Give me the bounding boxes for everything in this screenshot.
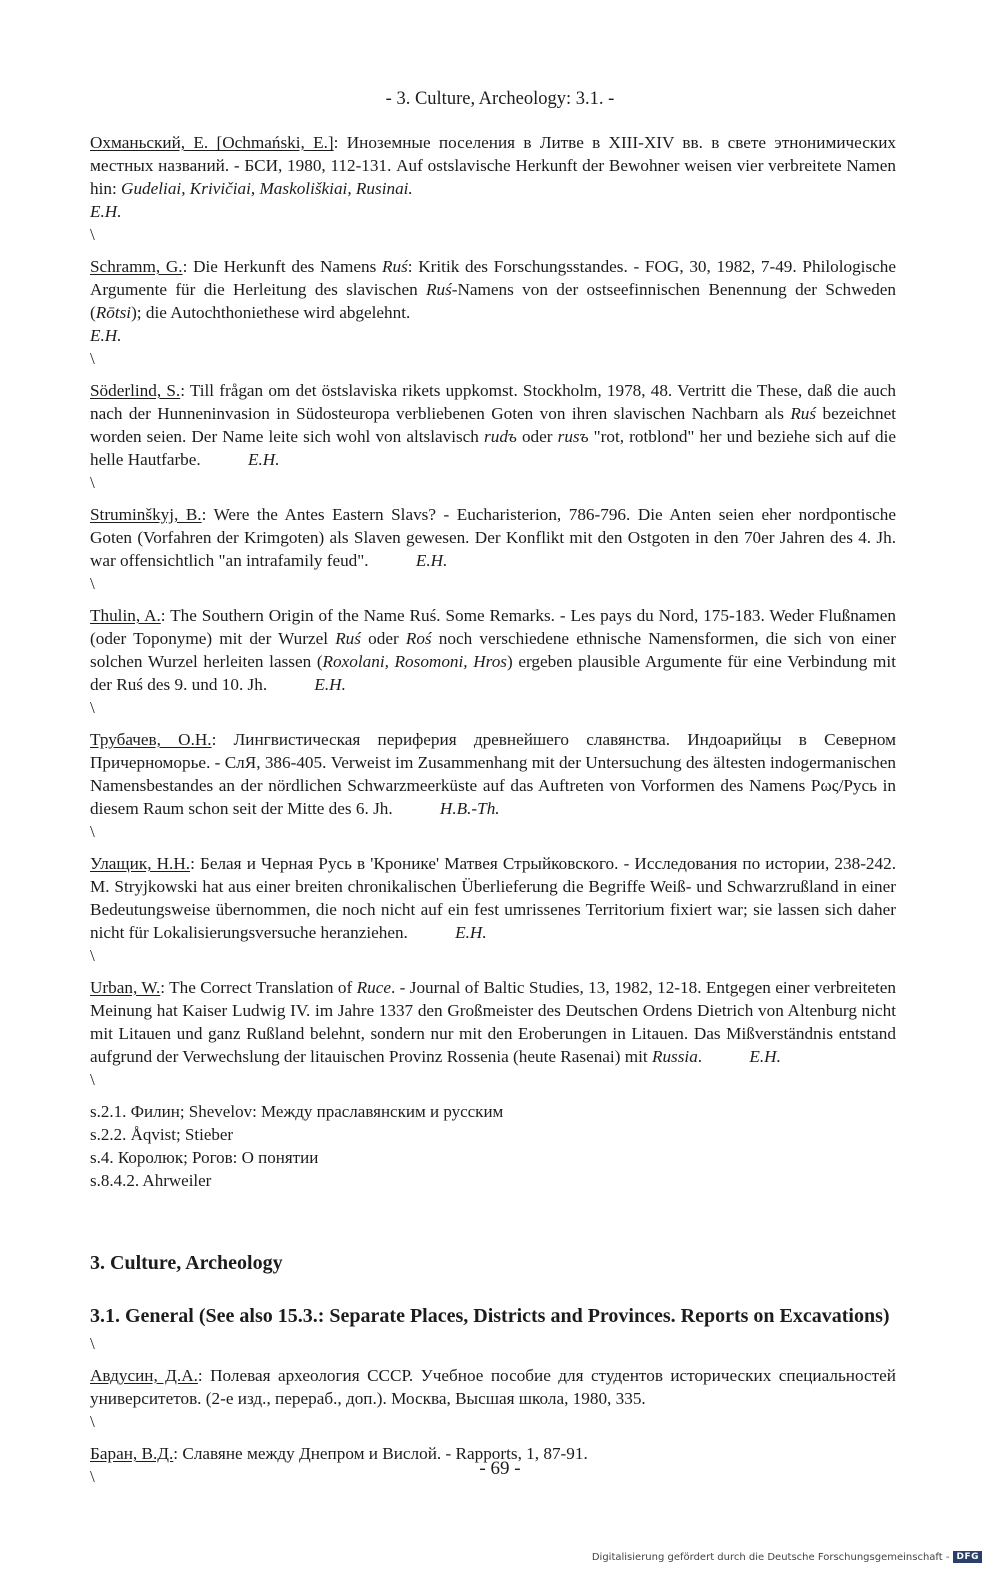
entry-author: Баран, В.Д. [90,1444,174,1463]
entry-comment-italic: rudъ [484,427,517,446]
entry-title: : Were the Antes Eastern Slavs? - Eucharisterion, 786-796. [201,505,631,524]
entry-comment-italic: Ruś [426,280,452,299]
entry-comment-italic: rusъ [557,427,589,446]
entry-author: Авдусин, Д.А. [90,1366,198,1385]
entry-comment-italic: Rōtsi [95,303,132,322]
cross-reference: s.8.4.2. Ahrweiler [90,1171,212,1190]
bibliography-body [90,131,896,1497]
entry-title: : Белая и Черная Русь в 'Кронике' Матвея Стрыйковского. - Исследования по истории, 238-242. [190,854,896,873]
entry-title: : Till frågan om det östslaviska rikets uppkomst. Stockholm, 1978, 48. [180,381,673,400]
entry-separator: \ [90,225,95,244]
entry-reviewer: E.H. [247,450,280,469]
entry-author: Улащик, Н.Н. [90,854,191,873]
entry-comment-italic: Russia [651,1047,698,1066]
entry-separator: \ [90,822,95,841]
dfg-logo-icon: DFG [953,1551,982,1563]
entry-title: : Иноземные поселения в Литве в XIII-XIV вв. в свете этнонимических местных названий. - БСИ, 1980, 112-131. [90,133,896,175]
bib-entry [90,852,896,944]
entry-comment: Auf ostslavische Herkunft der Bewohner weisen vier verbreitete Namen hin: [90,156,896,198]
entry-comment-italic: Ruś [335,629,361,648]
entry-comment: "rot, rotblond" her und beziehe sich auf die helle Hautfarbe. [90,427,896,469]
cross-reference: s.4. Королюк; Рогов: О понятии [90,1148,319,1167]
entry-title: : Славяне между Днепром и Вислой. - Rapports, 1, 87-91. [173,1444,588,1463]
bib-entry [90,976,896,1068]
entry-comment: noch verschiedene ethnische Namensformen, die sich von einer solchen Wurzel herleiten lassen ( [90,629,896,671]
entry-reviewer: E.H. [415,551,448,570]
bib-entry [90,503,896,572]
entry-separator: \ [90,698,95,717]
digitization-footer [592,1551,982,1563]
entry-reviewer: E.H. [455,923,487,942]
entry-reviewer: E.H. [749,1047,781,1066]
bib-entry [90,379,896,471]
entry-comment: . [697,1047,703,1066]
entry-author: Struminškyj, B. [90,505,202,524]
entry-comment: M. Stryjkowski hat aus einer breiten chronikalischen Überlieferung die Begriffe Weiß- und Schwarzrußland in einer Bedeutungsweise übernommen, die noch nicht auf ein fest umrissenes Territorium fixiert war; sie lassen sich daher nicht für Lokalisierungsversuche heranziehen. [90,877,896,942]
entry-comment-italic: Roś [405,629,432,648]
page-number: - 69 - [479,1458,521,1479]
entry-reviewer: H.B.-Th. [439,799,500,818]
entry-author: Urban, W. [90,978,161,997]
bib-entry [90,1364,896,1410]
entry-title-italic: Ruce [356,978,391,997]
entry-reviewer: E.H. [90,326,122,345]
entry-author: Охманьский, Е. [Ochmański, E.] [90,133,334,152]
entry-separator: \ [90,1334,95,1353]
subsection-heading: 3.1. General (See also 15.3.: Separate Places, Districts and Provinces. Reports on Excavations) [90,1305,890,1327]
entry-comment: Entgegen einer verbreiteten Meinung hat Kaiser Ludwig IV. im Jahre 1337 den Großmeister des Deutschen Ordens Dietrich von Altenburg nicht mit Litauen und ganz Rußland belehnt, sondern nur mit den Eroberungen in Litauen. Das Mißverständnis entstand aufgrund der Verwechslung der litauischen Provinz Rossenia (heute Rasenai) mit [90,978,896,1066]
entry-separator: \ [90,946,95,965]
entry-title: : The Correct Translation of [160,978,357,997]
entry-comment: oder [516,427,558,446]
entry-comment-italic: Gudeliai, Krivičiai, Maskoliškiai, Rusinai. [121,179,413,198]
entry-comment-italic: Ruś [790,404,817,423]
entry-comment: Verweist im Zusammenhang mit der Untersuchung des ältesten indogermanischen Namensbestandes an der nördlichen Schwarzmeerküste auf das Auftreten von Vorformen des Namens Ρως/Русь in diesem Raum schon seit der Mitte des 6. Jh. [90,753,896,818]
entry-comment: oder [360,629,406,648]
entry-author: Söderlind, S. [90,381,181,400]
section-heading: 3. Culture, Archeology [90,1252,283,1274]
entry-reviewer: E.H. [314,675,346,694]
entry-separator: \ [90,1070,95,1089]
running-header: - 3. Culture, Archeology: 3.1. - [385,89,615,109]
bib-entry [90,131,896,223]
bib-entry [90,604,896,696]
entry-title: . - Journal of Baltic Studies, 13, 1982, 12-18. [390,978,702,997]
entry-author: Трубачев, О.Н. [90,730,212,749]
entry-separator: \ [90,1467,95,1486]
entry-comment: bezeichnet worden seien. Der Name leite sich wohl von altslavisch [90,404,896,446]
bib-entry [90,728,896,820]
entry-author: Schramm, G. [90,257,183,276]
entry-title: : Лингвистическая периферия древнейшего славянства. Индоарийцы в Северном Причерноморье. - СлЯ, 386-405. [90,730,896,772]
entry-comment-italic: Roxolani, Rosomoni, Hros [322,652,507,671]
entry-comment: Weder Flußnamen (oder Toponyme) mit der Wurzel [90,606,897,648]
entry-separator: \ [90,1412,95,1431]
cross-reference: s.2.2. Åqvist; Stieber [90,1125,234,1144]
entry-separator: \ [90,574,95,593]
footer-text: Digitalisierung gefördert durch die Deutsche Forschungsgemeinschaft - [591,1551,950,1563]
entry-comment: Die Anten seien eher nordpontische Goten (Vorfahren der Krimgoten) als Slaven gewesen. Der Konflikt mit den Ostgoten in den 70er Jahren des 4. Jh. war offensichtlich "an intrafamily feud". [90,505,896,570]
entry-author: Thulin, A. [90,606,161,625]
entry-comment: Philologische Argumente für die Herleitung des slavischen [90,257,896,299]
entry-reviewer: E.H. [90,202,122,221]
entry-title-italic: Ruś [382,257,408,276]
entry-title: : Полевая археология СССР. Учебное пособие для студентов исторических специальностей университетов. (2-е изд., перераб., доп.). Москва, Высшая школа, 1980, 335. [90,1366,896,1408]
entry-comment: ); die Autochthoniethese wird abgelehnt. [131,303,411,322]
entry-comment: ) ergeben plausible Argumente für eine Verbindung mit der Ruś des 9. und 10. Jh. [90,652,896,694]
entry-separator: \ [90,473,95,492]
bib-entry [90,255,896,347]
entry-title: : The Southern Origin of the Name Ruś. Some Remarks. - Les pays du Nord, 175-183. [160,606,765,625]
entry-title: : Kritik des Forschungsstandes. - FOG, 30, 1982, 7-49. [407,257,797,276]
entry-separator: \ [90,349,95,368]
cross-reference: s.2.1. Филин; Shevelov: Между праславянским и русским [90,1102,504,1121]
entry-comment: -Namens von der ostseefinnischen Benennung der Schweden ( [90,280,896,322]
entry-comment: Vertritt die These, daß die auch nach der Hunneninvasion in Südosteuropa verbliebenen Goten von ihren slavischen Nachbarn als [90,381,897,423]
entry-title: : Die Herkunft des Namens [182,257,382,276]
cross-references [90,1100,896,1192]
